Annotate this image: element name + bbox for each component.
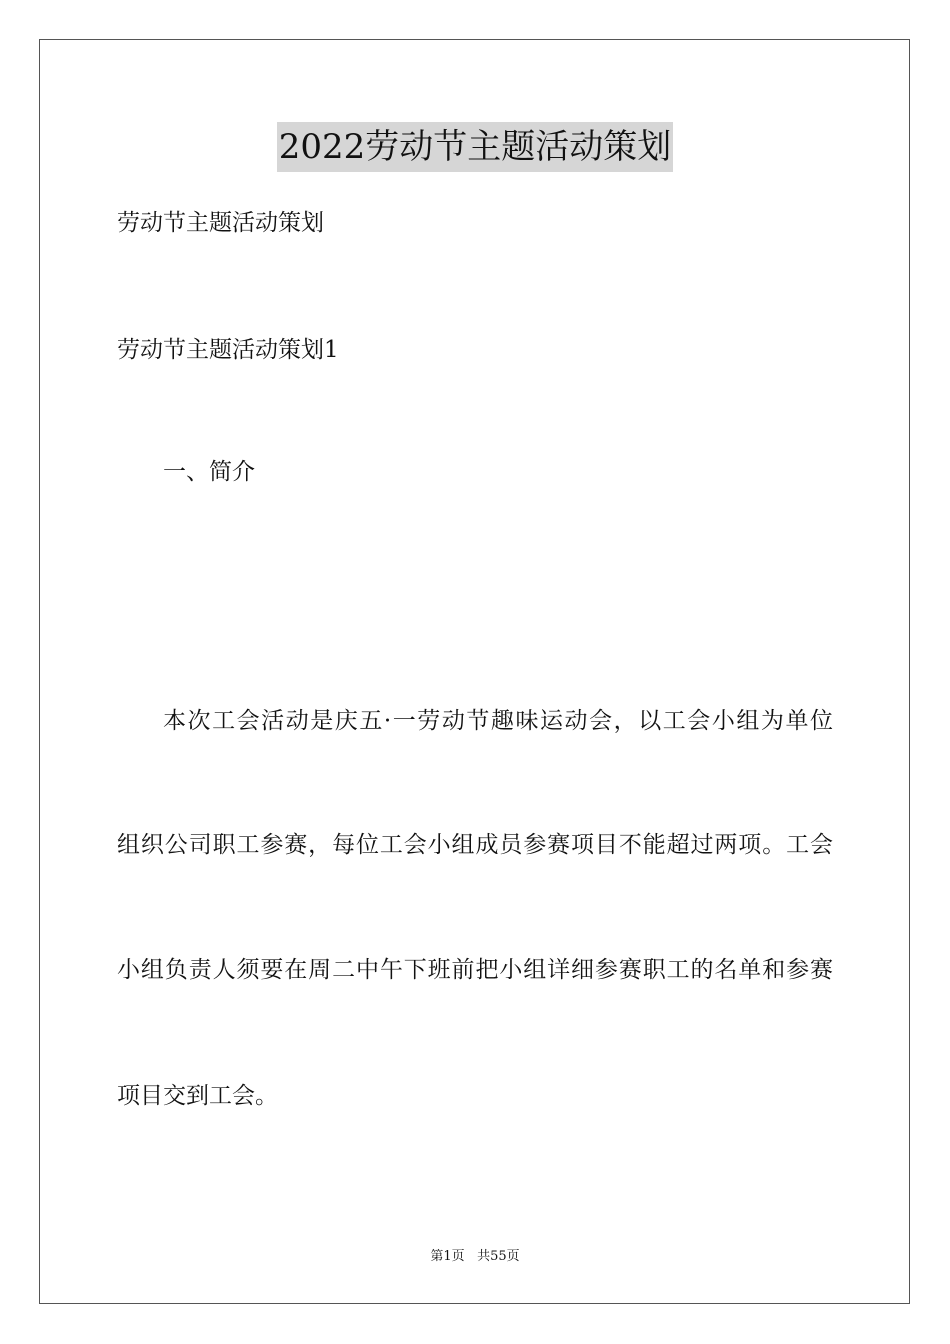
paragraph-line: 项目交到工会。 <box>117 1083 278 1109</box>
title-container <box>0 122 950 172</box>
page-number: 第1页 <box>430 1249 465 1264</box>
paragraph-line: 小组负责人须要在周二中午下班前把小组详细参赛职工的名单和参赛 <box>117 957 833 983</box>
subsection-heading: 一、简介 <box>163 459 255 485</box>
page-total: 共55页 <box>477 1249 520 1264</box>
paragraph-line: 组织公司职工参赛，每位工会小组成员参赛项目不能超过两项。工会 <box>117 832 833 858</box>
document-subtitle: 劳动节主题活动策划 <box>117 210 324 236</box>
page-footer <box>0 1248 950 1266</box>
document-title: 2022劳动节主题活动策划 <box>277 122 674 172</box>
section-heading: 劳动节主题活动策划1 <box>117 337 339 363</box>
paragraph-line: 本次工会活动是庆五·一劳动节趣味运动会，以工会小组为单位 <box>163 708 833 734</box>
